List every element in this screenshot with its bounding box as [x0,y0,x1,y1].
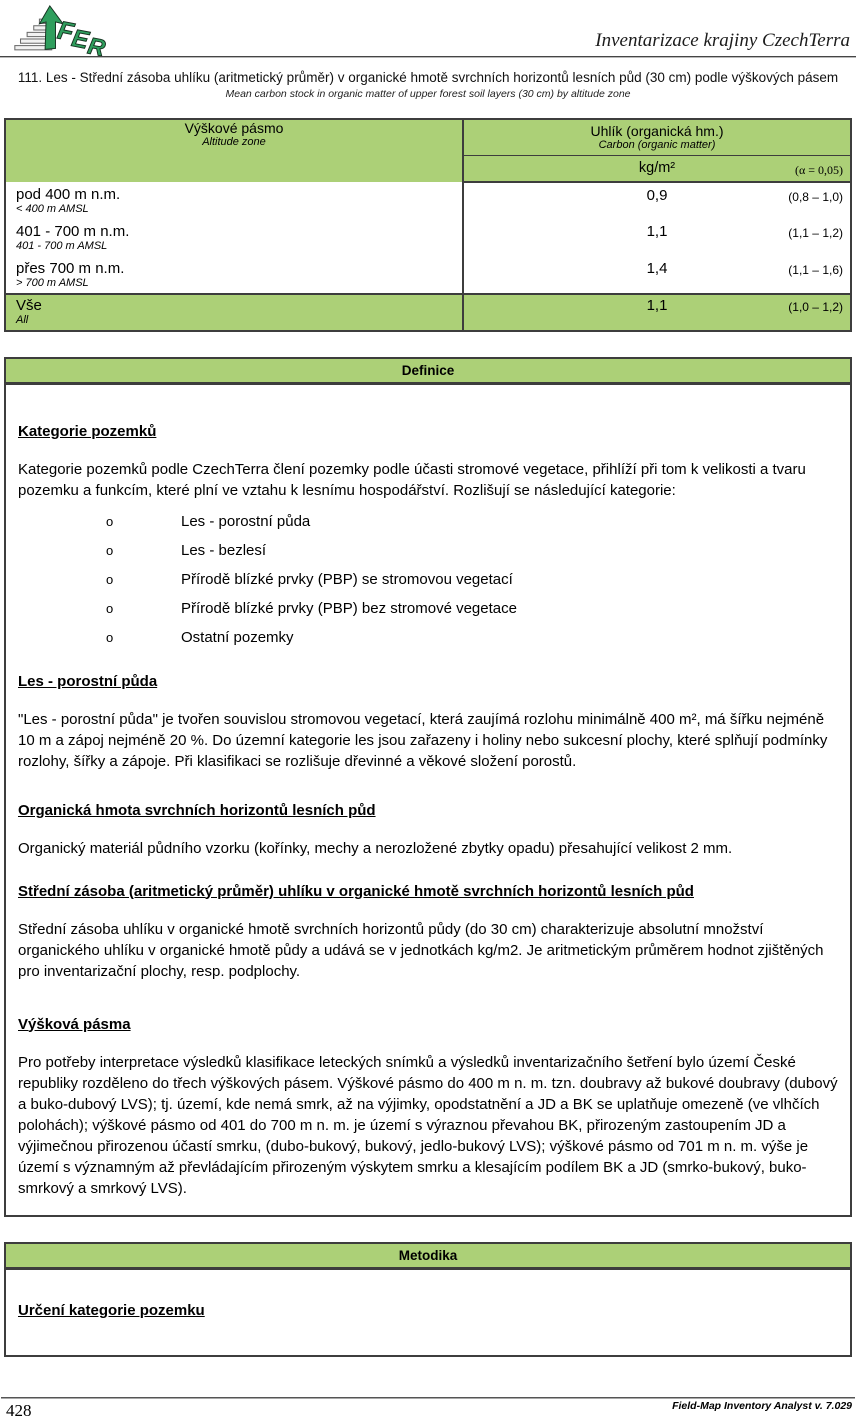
land-category-list [18,513,838,647]
methodology-section-box [4,1269,852,1357]
table-row [5,182,851,219]
software-version: Field-Map Inventory Analyst v. 7.029 [672,1400,852,1412]
value-label: 0,9 [646,186,668,204]
table-row-total [5,294,851,331]
bullet-icon: o [106,513,114,529]
definition-paragraph: Pro potřeby interpretace výsledků klasifikace leteckých snímků a výsledků inventarizačního šetření bylo území České republiky rozděleno do třech výškových pásem. Výškové pásmo do 400 m n. m. tzn. doubravy až bukové doubravy (dubový a buko-dubový LVS); tj. území, kde nemá smrk, až na výjimky, opodstatnění a JD a BK se uplatňuje omezeně (ve vlhčích polohách); výškové pásmo od 401 do 700 m n. m. je území s výraznou převahou BK, přirozeným zastoupením JD a výjimečnou přirozenou účastí smrku, (dubo-bukový, bukový, jedlo-bukový LVS); výškové pásmo od 701 m n. m. výše je území s významným až převládajícím přirozeným výskytem smrku a klesajícím podílem BK a JD (smrko-bukový, buko-smrkový a smrkový LVS). [18,1053,838,1197]
list-item [18,629,838,647]
alpha-label: (α = 0,05) [794,163,843,177]
methodology-heading-land-category: Určení kategorie pozemku [18,1301,205,1319]
unit-label: kg/m² [638,160,676,176]
unit-header-cell [463,156,851,182]
page-header [0,0,856,56]
zone-label: Vše [16,296,42,314]
list-item [18,513,838,531]
list-item [18,600,838,618]
ifer-logo [10,16,118,60]
ifer-logo-graphic [10,4,118,56]
definition-heading-land-categories: Kategorie pozemků [18,422,157,440]
zone-column-header-cs: Výškové pásmo [184,120,284,136]
brand-title: Inventarizace krajiny CzechTerra [595,30,850,51]
svg-text:R: R [85,33,108,56]
definition-heading-forest-stand: Les - porostní půda [18,672,158,690]
bullet-icon: o [106,571,114,587]
zone-column-header-en: Altitude zone [202,136,266,148]
definition-paragraph: "Les - porostní půda" je tvořen souvislou stromovou vegetací, která zaujímá rozlohu minimálně 400 m², má šířku nejméně 10 m a zápoj nejméně 20 %. Do územní kategorie les jsou zařazeny i holiny nebo sukcesní plochy, které splňují podmínky rozlohy, šířky a zápoje. Při klasifikaci se rozlišuje dřevinné a věkové složení porostů. [18,710,828,770]
definition-paragraph: Kategorie pozemků podle CzechTerra člení pozemky podle účasti stromové vegetace, přihlíží při tom k velikosti a tvaru pozemku a funkcím, které plní ve vztahu k lesnímu hospodářství. Rozlišují se následující kategorie: [18,460,806,499]
title-block [0,70,856,100]
bullet-icon: o [106,600,114,616]
zone-cell [5,182,463,219]
methodology-section-header: Metodika [4,1242,852,1269]
svg-text:E: E [69,24,91,55]
list-item-label: Přírodě blízké prvky (PBP) se stromovou vegetací [181,570,513,588]
list-item-label: Les - porostní půda [181,512,311,530]
bullet-icon: o [106,629,114,645]
value-cell [463,294,851,331]
table-row [5,256,851,294]
page-subtitle-en: Mean carbon stock in organic matter of upper forest soil layers (30 cm) by altitude zone [225,88,631,100]
table-row [5,219,851,256]
zone-cell [5,294,463,331]
definition-heading-altitude-zones: Výšková pásma [18,1015,131,1033]
definitions-section-header: Definice [4,357,852,384]
zone-label-en: 401 - 700 m AMSL [16,239,108,252]
list-item-label: Ostatní pozemky [181,628,294,646]
page-title: 111. Les - Střední zásoba uhlíku (aritmetický průměr) v organické hmotě svrchních horizontů lesních půd (30 cm) podle výškových pásem [17,70,839,85]
confidence-interval: (1,0 – 1,2) [788,299,843,314]
definition-paragraph: Organický materiál půdního vzorku (kořínky, mechy a nerozložené zbytky opadu) přesahující velikost 2 mm. [18,839,733,857]
svg-text:F: F [55,16,76,47]
zone-label: 401 - 700 m n.m. [16,222,130,240]
carbon-column-header-en: Carbon (organic matter) [598,139,716,151]
carbon-column-header [463,119,851,156]
confidence-interval: (1,1 – 1,2) [788,225,843,240]
list-item [18,542,838,560]
footer-row [0,1399,856,1421]
confidence-interval: (1,1 – 1,6) [788,262,843,277]
zone-label: přes 700 m n.m. [16,259,125,277]
definition-heading-mean-carbon-stock: Střední zásoba (aritmetický průměr) uhlíku v organické hmotě svrchních horizontů lesních půd [18,882,694,900]
page-footer [0,1397,856,1424]
page-number: 428 [6,1401,32,1420]
zone-column-header [5,119,463,182]
bullet-icon: o [106,542,114,558]
list-item-label: Les - bezlesí [181,541,267,559]
zone-label-en: < 400 m AMSL [16,202,89,215]
value-cell [463,219,851,256]
value-label: 1,1 [646,222,668,240]
carbon-stock-table [4,118,852,332]
value-cell [463,182,851,219]
definition-paragraph: Střední zásoba uhlíku v organické hmotě svrchních horizontů půdy (do 30 cm) charakterizuje absolutní množství organického uhlíku v organické hmotě půdy a udává se v jednotkách kg/m2. Je aritmetickým průměrem hodnot zjištěných pro inventarizační plochy, resp. podplochy. [18,920,824,980]
zone-label-en: All [16,313,29,326]
list-item [18,571,838,589]
definitions-section-box [4,384,852,1217]
definition-heading-organic-matter: Organická hmota svrchních horizontů lesních půd [18,801,376,819]
carbon-column-header-cs: Uhlík (organická hm.) [590,123,724,139]
confidence-interval: (0,8 – 1,0) [788,189,843,204]
zone-label-en: > 700 m AMSL [16,276,89,289]
zone-label: pod 400 m n.m. [16,185,121,203]
value-label: 1,1 [646,296,668,314]
list-item-label: Přírodě blízké prvky (PBP) bez stromové vegetace [181,599,517,617]
value-label: 1,4 [646,259,668,277]
zone-cell [5,219,463,256]
value-cell [463,256,851,294]
header-divider [0,56,856,58]
zone-cell [5,256,463,294]
